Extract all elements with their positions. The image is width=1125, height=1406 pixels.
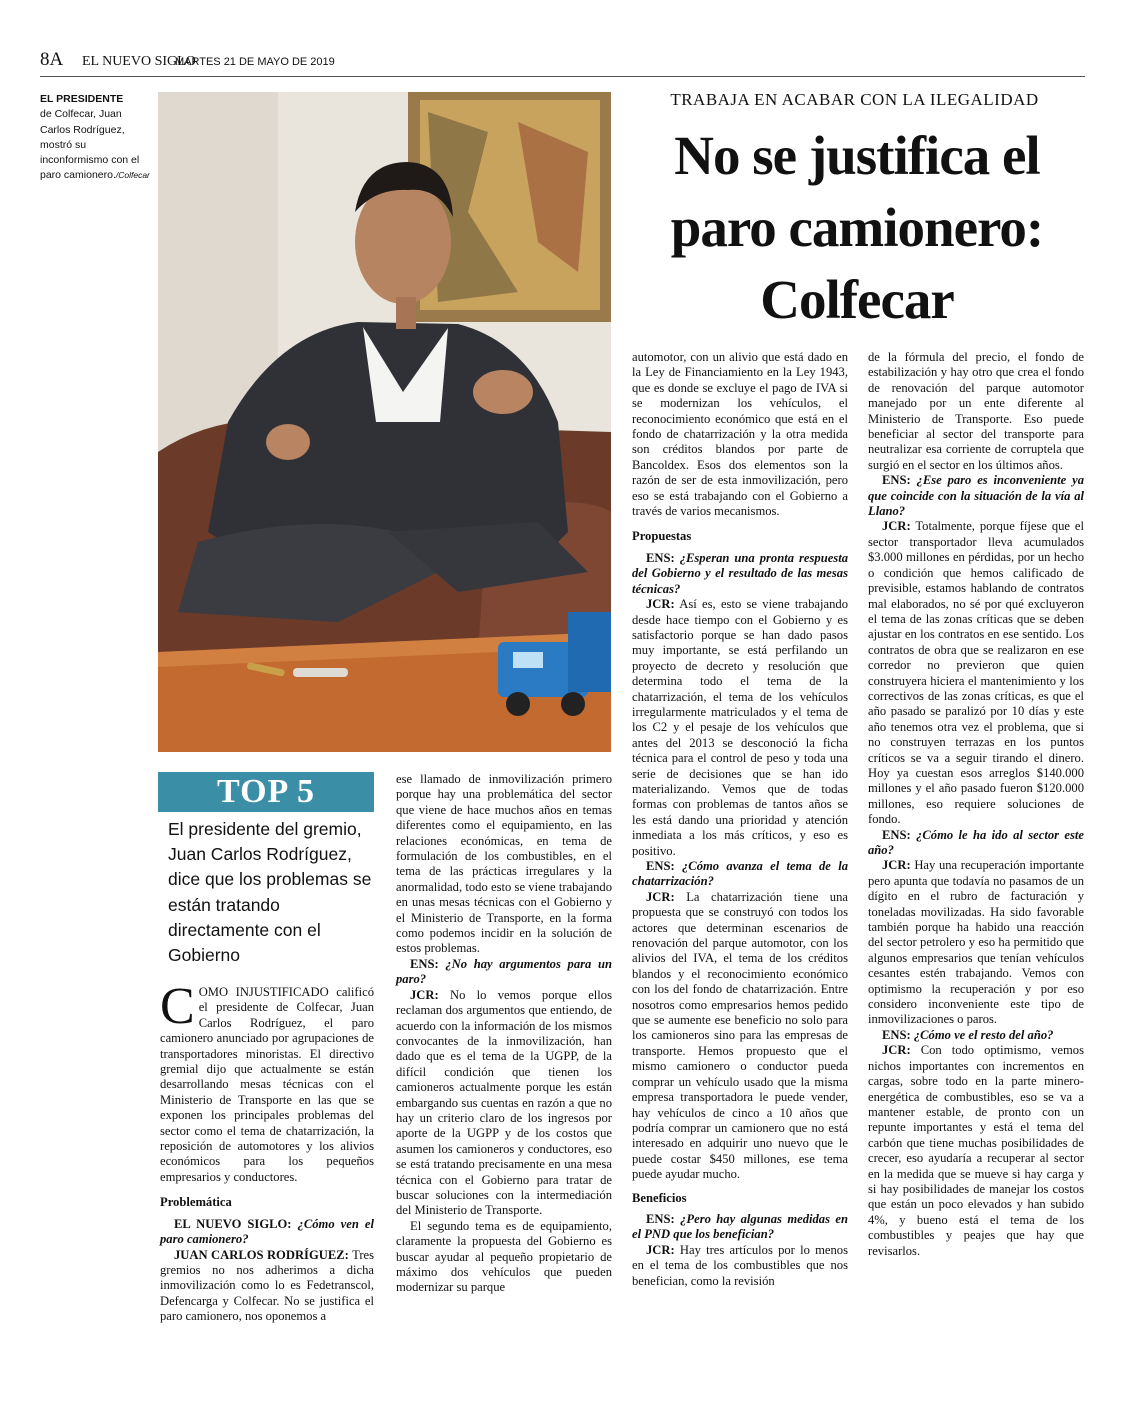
answer-speaker: JCR: [646, 1242, 675, 1257]
paragraph: ese llamado de inmovilización primero porque hay una problemática del sector que viene de hace muchos años en temas diferentes como el equipamiento, en las relaciones económicas, en tema de formulación de los combustibles, en el tema de las prácticas irregulares y la anormalidad, todo esto se viene trabajando en unas mesas técnicas con el Gobierno y el Ministerio de Transporte, en la forma como podemos incidir en la solución de estos problemas. [396, 772, 612, 956]
caption-text: de Colfecar, Juan Carlos Rodríguez, mostró su inconformismo con el paro camionero. [40, 108, 140, 182]
answer-text: La chatarrización tiene una propuesta que se construyó con todos los actores que determinan escenarios de renovación del parque automotor, con los alivios del IVA, el tema de los créditos blandos y el reconocimiento económico con los del fondo de chatarrización. Entre nosotros como empresarios hemos pedido que se aumente ese beneficio no solo para los camioneros sino para las empresas de transporte. Hemos propuesto que el mismo camionero o conductor pueda comprar un vehículo usado que la misma empresa transportadora le puede vender, hay vehículos de cinco a 10 años que podría comprar un camionero que no está interesado en adquirir uno nuevo que le puede costar $450 millones, ese tema puede ayudar mucho. [632, 889, 848, 1182]
question-speaker: ENS: [410, 956, 439, 971]
question-speaker: ENS: [646, 1211, 675, 1226]
column-4 [868, 350, 1084, 1259]
question-text: ¿Ese paro es inconveniente ya que coincide con la situación de la vía al Llano? [868, 473, 1084, 519]
question-speaker: ENS: [646, 550, 675, 565]
answer-text: Así es, esto se viene trabajando desde hace tiempo con el Gobierno y es satisfactorio porque se han dado pasos muy importante, se está perfilando un proyecto de decreto y resolución que determina todo el tema de la chatarrización, el tema de los vehículos irregularmente matriculados y el tema de los C2 y el pesaje de los vehículos que antes del 2013 se desconoció la ficha técnica para el control de peso y toda una serie de decisiones que se han ido materializando. Vemos que de todas formas con problemas de tantos años se les está dando una prioridad y atención inmediata a los más críticos, y eso es positivo. [632, 597, 848, 858]
answer-text: Totalmente, porque fíjese que el sector transportador lleva acumulados $3.000 millones en pérdidas, por un hecho o condición que hemos calificado de previsible, estamos hablando de contratos mal elaborados, no sé por qué excluyeron el tema de las zonas críticas que se deben ajustar en los contratos en ese sentido. Los contratos de obra que se realizaron en ese corredor no previeron que quien construyera hiciera el mantenimiento y los correctivos de las zonas críticas, es que el año pasado se paralizó por 10 días y este año tenemos otra vez el problema, que si no construyen terrazas en los puntos críticos se va a seguir tirando el dinero. Hoy ya cuestan esos arreglos $140.000 millones y el año pasado fueron $120.000 millones, eso requiere soluciones de fondo. [868, 519, 1084, 827]
question-speaker: ENS: [882, 827, 911, 842]
answer-text: Hay una recuperación importante pero apunta que todavía no pasamos de un dígito en el rubro de facturación y toneladas movilizadas. Ha sido favorable también porque ha habido una reacción del sector petrolero y eso ha permitido que algunos empresarios que tenían vehículos cesantes estén trabajando. Vemos con optimismo la recuperación y por eso considero inconveniente este tipo de inmovilizaciones o paros. [868, 858, 1084, 1027]
question-text: ¿No hay argumentos para un paro? [396, 956, 612, 987]
top5-badge: TOP 5 [158, 772, 374, 812]
kicker: TRABAJA EN ACABAR CON LA ILEGALIDAD [670, 90, 1039, 109]
photo-caption [40, 92, 152, 184]
drop-cap: C [160, 978, 195, 1035]
answer-speaker: JCR: [882, 519, 911, 534]
subheading-problematica: Problemática [160, 1195, 232, 1210]
newspaper-name: EL NUEVO SIGLO [82, 54, 196, 69]
issue-date: MARTES 21 DE MAYO DE 2019 [175, 56, 335, 68]
answer-speaker: JCR: [646, 597, 675, 612]
answer-speaker: JCR: [882, 1043, 911, 1058]
question-speaker: ENS: [882, 1027, 911, 1042]
photo-credit: /Colfecar [115, 170, 150, 181]
question-speaker: ENS: [646, 859, 675, 873]
question-text: ¿Cómo ven el paro camionero? [160, 1216, 374, 1247]
paragraph: automotor, con un alivio que está dado en la Ley de Financiamiento en la Ley 1943, que es donde se excluye el pago de IVA si se modernizan los vehículos, el reconocimiento económico que está en el fondo de chatarrización y la otra medida son créditos blandos por parte de Bancoldex. Esos dos elementos son la razón de ser de esta inmovilización, pero eso se está trabajando con el Gobierno a través de varios mecanismos. [632, 350, 848, 519]
column-2 [396, 772, 612, 1296]
question-speaker: ENS: [882, 473, 911, 488]
column-1 [160, 978, 375, 1325]
answer-speaker: JCR: [882, 858, 911, 873]
header-rule [40, 76, 1085, 77]
question-text: ¿Pero hay algunas medidas en el PND que los benefician? [632, 1211, 848, 1242]
interview-photo [158, 92, 611, 752]
paragraph: de la fórmula del precio, el fondo de estabilización y hay otro que crea el fondo de renovación del parque automotor manejado por un ente diferente al Ministerio de Transporte. Eso puede beneficiar al sector del transporte para neutralizar esa corriente de corruptela que surgió en el sector en los últimos años. [868, 350, 1084, 472]
question-text: ¿Cómo ve el resto del año? [910, 1027, 1054, 1042]
portrait-illustration [158, 92, 611, 752]
headline: No se justifica el paro camionero: Colfecar [670, 125, 1044, 330]
column-3 [632, 350, 848, 1289]
intro-caps: OMO INJUSTIFICADO [198, 985, 329, 999]
answer-text: Tres gremios no nos adherimos a dicha inmovilización como lo es Fedetranscol, Defencarga y Colfecar. No se justifica el paro camionero, nos oponemos a [160, 1247, 375, 1324]
article-deck: El presidente del gremio, Juan Carlos Rodríguez, dice que los problemas se están tratando directamente con el Gobierno [168, 819, 372, 966]
answer-text: Hay tres artículos por lo menos en el tema de los combustibles que nos benefician, como la revisión [632, 1242, 848, 1288]
paragraph: El segundo tema es de equipamiento, claramente la propuesta del Gobierno es buscar ayudar al pequeño propietario de máximo dos vehículos que pueden modernizar su parque [396, 1218, 612, 1295]
subheading-beneficios: Beneficios [632, 1190, 687, 1205]
answer-text: No lo vemos porque ellos reclaman dos argumentos que entiendo, de acuerdo con la información de los mismos convocantes de la inmovilización, han dado que es el tema de la UGPP, de la difícil condición que tienen los camioneros actualmente porque les están embargando sus cuentas en razón a que no hay un criterio claro de los ingresos por aporte de la UGPP y de los costos que asumen los camioneros y conductores, eso se está tratando precisamente en una mesa técnica con el Gobierno para tratar de buscar soluciones con la intermediación del Ministerio de Transporte. [396, 987, 612, 1218]
answer-speaker: JCR: [646, 889, 675, 904]
intro-text: calificó el presidente de Colfecar, Juan Carlos Rodríguez, el paro camionero anunciado por agrupaciones de transportadores minoristas. El directivo gremial dijo que actualmente se están desarrollando mesas técnicas con el Ministerio de Transporte en las que se exponen los principales problemas del sector como el tema de chatarrización, la reposición de automotores y los alivios económicos para los pequeños empresarios y conductores. [160, 985, 374, 1184]
question-text: ¿Cómo avanza el tema de la chatarrización? [632, 859, 848, 889]
page-number: 8A [40, 49, 64, 70]
answer-speaker: JUAN CARLOS RODRÍGUEZ: [174, 1247, 349, 1262]
caption-lead: EL PRESIDENTE [40, 93, 124, 105]
subheading-propuestas: Propuestas [632, 529, 692, 544]
answer-speaker: JCR: [410, 987, 439, 1002]
question-text: ¿Cómo le ha ido al sector este año? [868, 827, 1084, 857]
question-text: ¿Esperan una pronta respuesta del Gobierno y el resultado de las mesas técnicas? [632, 550, 848, 596]
answer-text: Con todo optimismo, vemos nichos importantes con incrementos en cargas, sobre todo en la parte minero-energética de combustibles, eso se va a mantener estable, de pronto con un repunte importantes y está el tema del carbón que tiene muchas posibilidades de crecer, eso ayudaría a recuperar al sector en la medida que se mueve si hay carga y si hay posibilidades de manejar los costos que están un poco elevados y han subido 4%, y bueno está el tema de los combustibles y peajes que hay que revisarlos. [868, 1043, 1084, 1258]
question-speaker: EL NUEVO SIGLO: [174, 1216, 292, 1231]
